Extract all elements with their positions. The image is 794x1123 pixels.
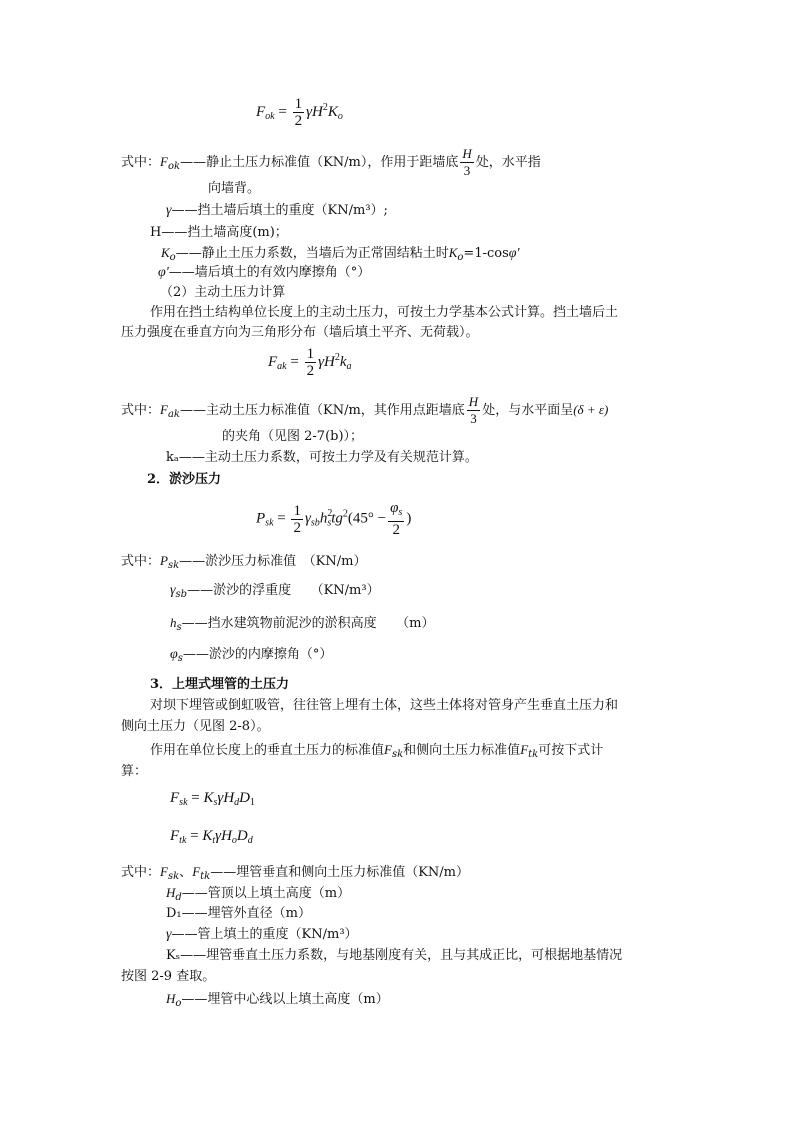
formula-active-pressure: $F_{ak}$ = $\frac{1}{2}$ $\gamma H^2k_a$ — [268, 346, 352, 379]
paragraph-pipe-3: 作用在单位长度上的垂直土压力的标准值$F_{sk}$和侧向土压力标准值$F_{tk}$可按下式计 — [150, 742, 604, 760]
definition-d1: D₁——埋管外直径（m） — [166, 906, 311, 921]
subheading-active-pressure: （2）主动土压力计算 — [160, 285, 286, 300]
definition-ks-1: Kₛ——埋管垂直土压力系数，与地基刚度有关，且与其成正比，可根据地基情况 — [166, 948, 623, 963]
definition-fok: 式中：$F_{ok}——$静止土压力标准值（KN/m），作用于距墙底 $\frac{H}{3}$ 处，水平指 — [121, 146, 541, 178]
definition-h: H——挡土墙高度(m)； — [150, 225, 288, 240]
definition-fsk-ftk: 式中：$F_{sk}$、$F_{tk}——$埋管垂直和侧向土压力标准值（KN/m） — [121, 864, 470, 882]
definition-ko: $K_o——$静止土压力系数，当墙后为正常固结粘土时$K_o=1-\cos\varphi'$ — [161, 245, 520, 263]
section-heading-silt: 2．淤沙压力 — [147, 472, 222, 487]
definition-fak: 式中：$F_{ak}——$主动土压力标准值（KN/m，其作用点距墙底 $\frac{H}{3}$ 处，与水平面呈(δ + ε) — [121, 394, 609, 426]
definition-phi: φ'——墙后填土的有效内摩擦角（°） — [158, 265, 371, 280]
definition-ka: kₐ——主动土压力系数，可按土力学及有关规范计算。 — [166, 450, 478, 465]
formula-lateral-pressure: $F_{tk} = K_t\gamma H_oD_d$ — [170, 828, 253, 846]
formula-static-pressure: $F_{ok}$ = $\frac{1}{2}$ $\gamma H^2K_o$ — [256, 96, 343, 129]
formula-silt-pressure: $P_{sk}$ = $\frac{1}{2}$ $\gamma_{sb}h^2_stg^2(45^\circ$ − $\frac{\varphi_s}{2}$ ) — [256, 500, 412, 538]
definition-gamma: γ——挡土墙后填土的重度（KN/m³）; — [166, 203, 388, 218]
definition-psk: 式中：$P_{sk}——$淤沙压力标准值 （KN/m） — [121, 553, 367, 571]
definition-gamma-sb: $\gamma_{sb}——$淤沙的浮重度 （KN/m³） — [170, 583, 380, 600]
definition-hs: $h_s——$挡水建筑物前泥沙的淤积高度 （m） — [170, 615, 435, 633]
definition-gamma-fill: γ——管上填土的重度（KN/m³） — [166, 927, 358, 942]
definition-hd: $H_d——$管顶以上填土高度（m） — [166, 885, 351, 903]
paragraph-pipe-2: 侧向土压力（见图 2-8）。 — [121, 719, 270, 734]
paragraph-active-1: 作用在挡土结构单位长度上的主动土压力，可按土力学基本公式计算。挡土墙后土 — [150, 305, 619, 320]
formula-vertical-pressure: $F_{sk} = K_s\gamma H_dD_1$ — [170, 790, 255, 808]
paragraph-pipe-1: 对坝下埋管或倒虹吸管，往往管上埋有土体，这些土体将对管身产生垂直土压力和 — [150, 698, 619, 713]
paragraph-pipe-4: 算： — [121, 764, 148, 779]
definition-phi-s: $\varphi_s——$淤沙的内摩擦角（°） — [170, 647, 333, 664]
section-heading-buried-pipe: 3．上埋式埋管的土压力 — [150, 677, 290, 692]
definition-ho: $H_o——$埋管中心线以上填土高度（m） — [166, 991, 389, 1009]
definition-ks-2: 按图 2-9 查取。 — [121, 969, 216, 984]
paragraph-active-2: 压力强度在垂直方向为三角形分布（墙后填土平齐、无荷载）。 — [121, 325, 479, 340]
definition-fok-cont: 向墙背。 — [208, 181, 261, 196]
definition-fak-cont: 的夹角（见图 2-7(b)）； — [222, 429, 364, 444]
